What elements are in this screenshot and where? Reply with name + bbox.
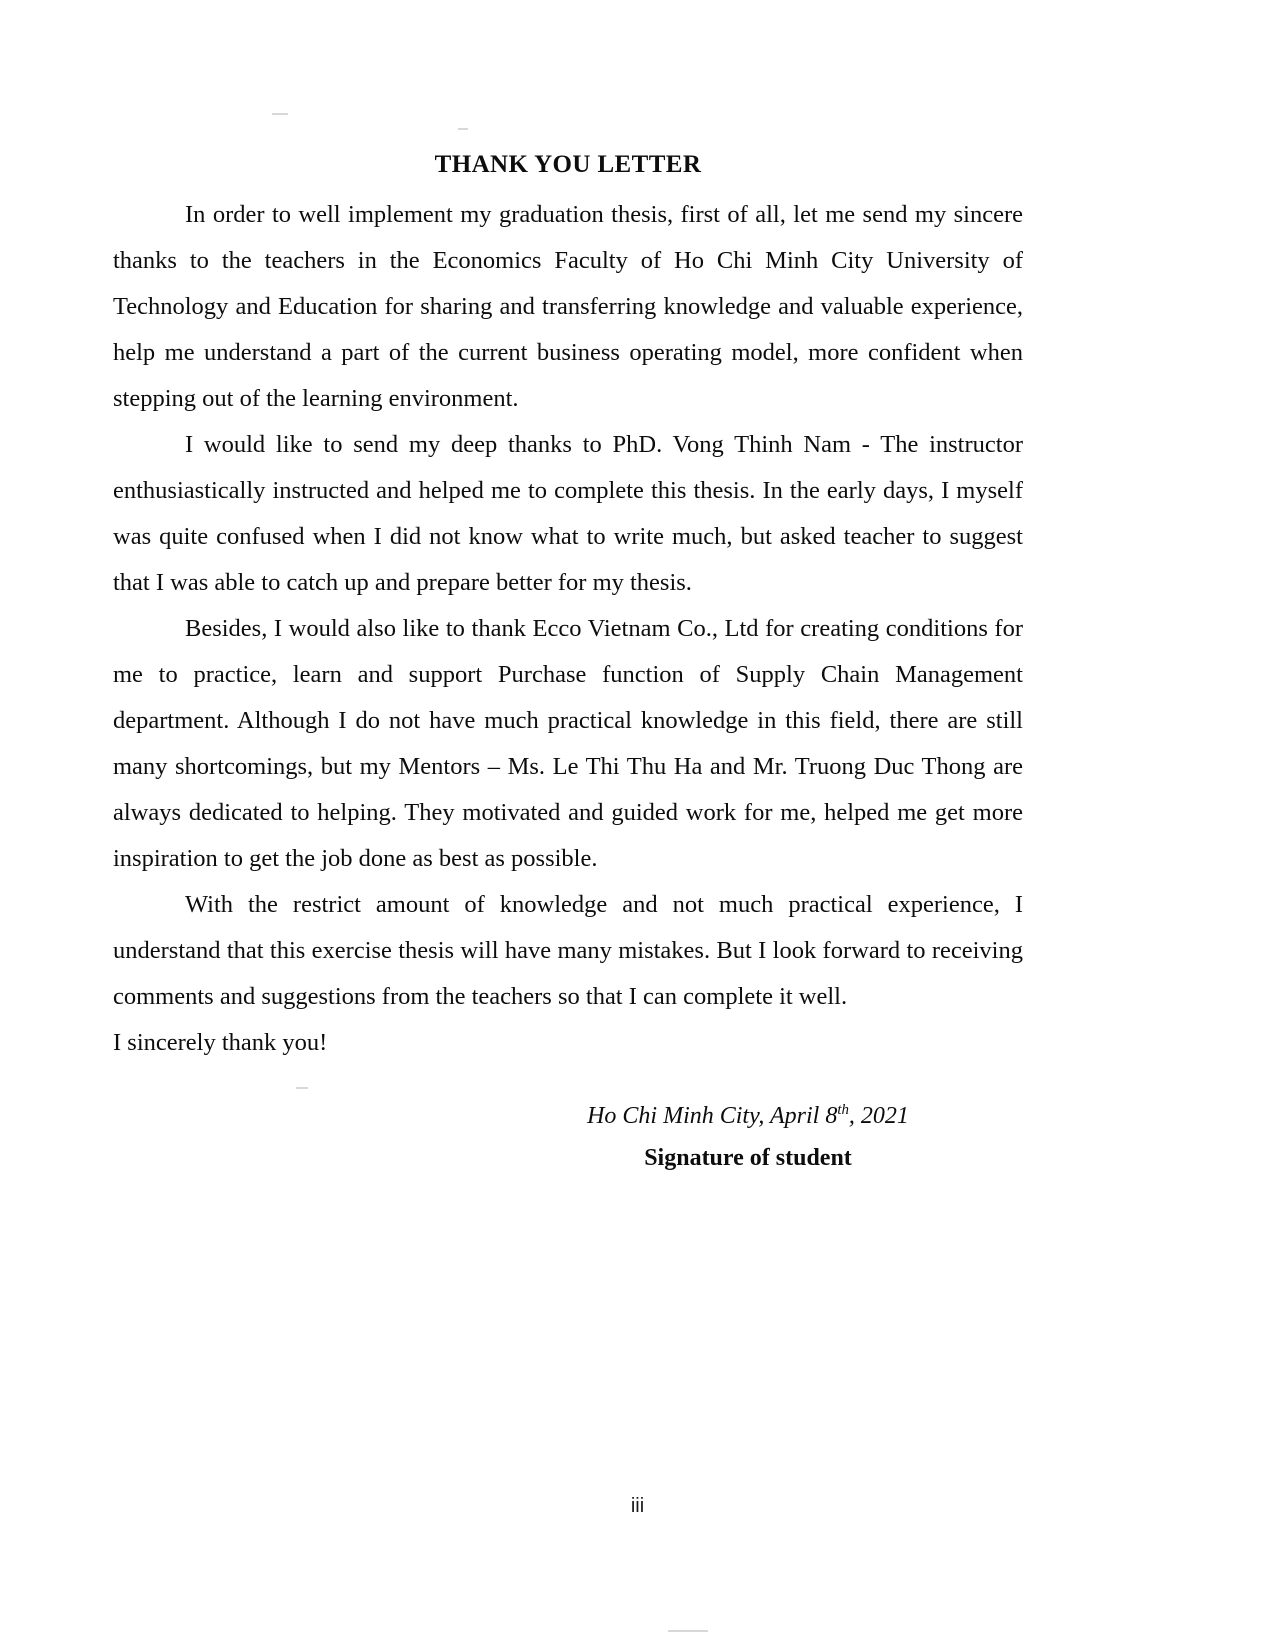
paragraph-3: Besides, I would also like to thank Ecco Vietnam Co., Ltd for creating conditions for me to practice, learn and support Purchase function of Supply Chain Management department. Although I do not have much practical knowledge in this field, there are still many shortcomings, but my Mentors – Ms. Le Thi Thu Ha and Mr. Truong Duc Thong are always dedicated to helping. They motivated and guided work for me, helped me get more inspiration to get the job done as best as possible.: [113, 615, 1023, 872]
signature-date: [473, 1090, 1023, 1136]
signature-block: [113, 1090, 1023, 1178]
paragraph-4: With the restrict amount of knowledge and not much practical experience, I understand that this exercise thesis will have many mistakes. But I look forward to receiving comments and suggestions from the teachers so that I can complete it well.: [113, 891, 1023, 1010]
scan-artifact: [272, 113, 288, 115]
signature-date-ordinal: th: [837, 1102, 849, 1118]
scan-artifact: [668, 1630, 708, 1632]
paragraph-2: I would like to send my deep thanks to PhD. Vong Thinh Nam - The instructor enthusiastically instructed and helped me to complete this thesis. In the early days, I myself was quite confused when I did not know what to write much, but asked teacher to suggest that I was able to catch up and prepare better for my thesis.: [113, 431, 1023, 596]
closing-line: I sincerely thank you!: [113, 1029, 328, 1056]
signature-date-prefix: Ho Chi Minh City, April 8: [587, 1103, 838, 1129]
paragraph-1: In order to well implement my graduation thesis, first of all, let me send my sincere thanks to the teachers in the Economics Faculty of Ho Chi Minh City University of Technology and Education for sharing and transferring knowledge and valuable experience, help me understand a part of the current business operating model, more confident when stepping out of the learning environment.: [113, 201, 1023, 412]
signature-date-suffix: , 2021: [848, 1103, 909, 1129]
signature-label: Signature of student: [644, 1145, 852, 1171]
letter-body: [113, 150, 1023, 1178]
page-title: THANK YOU LETTER: [434, 151, 702, 178]
scan-artifact: [458, 128, 468, 130]
page-number: iii: [630, 1495, 645, 1517]
